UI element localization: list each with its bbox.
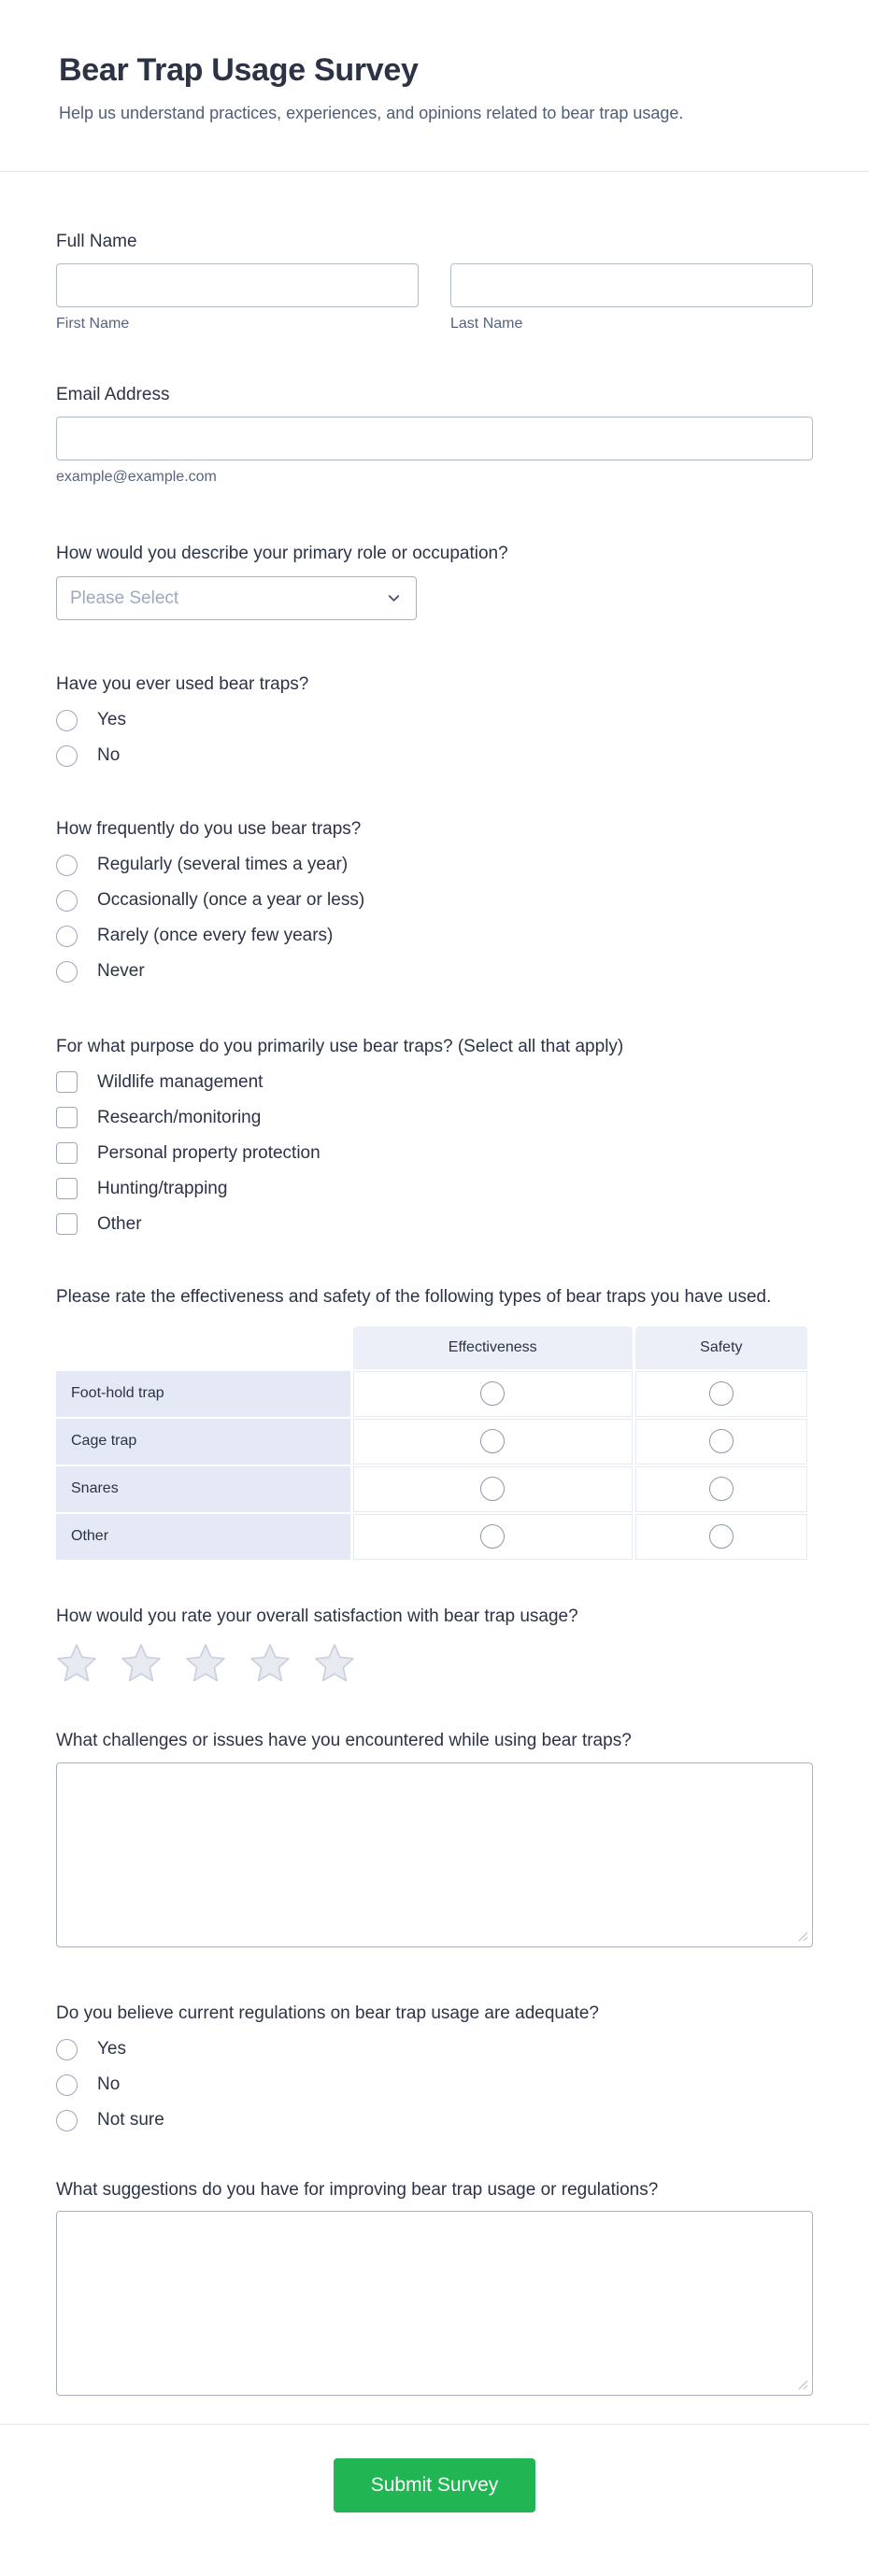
form-body: [0, 230, 869, 2396]
full-name-label: Full Name: [56, 232, 137, 252]
section-matrix: [56, 1285, 813, 1562]
purpose-option-wildlife-label: Wildlife management: [97, 1071, 264, 1092]
matrix-row-other-label: Other: [56, 1514, 350, 1560]
matrix-radio-snares-safety[interactable]: [709, 1477, 734, 1501]
matrix-col-effectiveness: Effectiveness: [353, 1326, 633, 1369]
matrix-row-cage: [56, 1419, 807, 1465]
submit-area: [0, 2425, 869, 2556]
first-name-input[interactable]: [56, 263, 419, 307]
section-purpose: [56, 1035, 813, 1236]
regulations-option-no-label: No: [97, 2074, 121, 2095]
submit-button[interactable]: Submit Survey: [334, 2458, 535, 2512]
section-satisfaction: [56, 1605, 813, 1683]
challenges-textarea[interactable]: [56, 1762, 813, 1947]
matrix-table: [53, 1324, 810, 1562]
matrix-row-snares-label: Snares: [56, 1466, 350, 1512]
radio-used-yes[interactable]: [56, 710, 78, 731]
star-icon-3[interactable]: [185, 1643, 226, 1682]
matrix-radio-foot-hold-effectiveness[interactable]: [480, 1381, 505, 1406]
regulations-option-yes[interactable]: [56, 2039, 813, 2060]
checkbox-purpose-other[interactable]: [56, 1213, 78, 1235]
section-used-traps: [56, 672, 813, 767]
checkbox-purpose-hunting[interactable]: [56, 1178, 78, 1199]
checkbox-purpose-wildlife[interactable]: [56, 1071, 78, 1093]
purpose-option-property[interactable]: [56, 1142, 813, 1164]
used-traps-label: Have you ever used bear traps?: [56, 674, 309, 695]
purpose-option-hunting[interactable]: [56, 1178, 813, 1199]
matrix-radio-other-safety[interactable]: [709, 1524, 734, 1549]
matrix-row-cage-label: Cage trap: [56, 1419, 350, 1465]
radio-regulations-yes[interactable]: [56, 2039, 78, 2060]
purpose-option-property-label: Personal property protection: [97, 1142, 321, 1163]
matrix-col-safety: Safety: [635, 1326, 807, 1369]
matrix-radio-cage-effectiveness[interactable]: [480, 1429, 505, 1453]
purpose-option-hunting-label: Hunting/trapping: [97, 1178, 228, 1198]
matrix-radio-cage-safety[interactable]: [709, 1429, 734, 1453]
role-select[interactable]: [56, 576, 417, 620]
radio-frequency-regularly[interactable]: [56, 855, 78, 876]
regulations-label: Do you believe current regulations on bear trap usage are adequate?: [56, 2003, 599, 2024]
radio-regulations-no[interactable]: [56, 2074, 78, 2096]
last-name-sublabel: Last Name: [450, 315, 523, 332]
role-label: How would you describe your primary role or occupation?: [56, 543, 508, 563]
email-input[interactable]: [56, 417, 813, 460]
purpose-option-wildlife[interactable]: [56, 1071, 813, 1093]
matrix-label: Please rate the effectiveness and safety of the following types of bear traps you have used.: [56, 1287, 772, 1308]
satisfaction-label: How would you rate your overall satisfaction with bear trap usage?: [56, 1606, 578, 1626]
matrix-radio-snares-effectiveness[interactable]: [480, 1477, 505, 1501]
section-full-name: [56, 230, 813, 333]
star-icon-5[interactable]: [314, 1643, 355, 1682]
checkbox-purpose-property[interactable]: [56, 1142, 78, 1164]
last-name-input[interactable]: [450, 263, 813, 307]
matrix-row-snares: [56, 1466, 807, 1512]
frequency-label: How frequently do you use bear traps?: [56, 818, 362, 839]
first-name-sublabel: First Name: [56, 315, 130, 332]
chevron-down-icon: [385, 589, 403, 607]
purpose-label: For what purpose do you primarily use bear traps? (Select all that apply): [56, 1036, 624, 1056]
regulations-option-no[interactable]: [56, 2074, 813, 2096]
frequency-option-regularly-label: Regularly (several times a year): [97, 855, 349, 874]
frequency-option-rarely-label: Rarely (once every few years): [97, 926, 334, 945]
purpose-option-other-label: Other: [97, 1213, 142, 1234]
regulations-option-not-sure-label: Not sure: [97, 2110, 164, 2130]
email-label: Email Address: [56, 384, 170, 404]
radio-frequency-occasionally[interactable]: [56, 890, 78, 912]
star-icon-1[interactable]: [56, 1643, 97, 1682]
star-rating: [56, 1643, 813, 1682]
star-icon-2[interactable]: [121, 1643, 162, 1682]
used-option-yes-label: Yes: [97, 710, 126, 730]
radio-regulations-not-sure[interactable]: [56, 2110, 78, 2131]
suggestions-textarea[interactable]: [56, 2211, 813, 2396]
frequency-option-occasionally-label: Occasionally (once a year or less): [97, 890, 365, 910]
suggestions-label: What suggestions do you have for improving bear trap usage or regulations?: [56, 2179, 659, 2200]
matrix-row-foot-hold: [56, 1371, 807, 1417]
checkbox-purpose-research[interactable]: [56, 1107, 78, 1128]
radio-frequency-rarely[interactable]: [56, 926, 78, 947]
radio-frequency-never[interactable]: [56, 961, 78, 983]
section-challenges: [56, 1729, 813, 1947]
matrix-radio-foot-hold-safety[interactable]: [709, 1381, 734, 1406]
section-role: [56, 542, 813, 621]
frequency-option-regularly[interactable]: [56, 855, 813, 876]
frequency-option-occasionally[interactable]: [56, 890, 813, 912]
used-option-no-label: No: [97, 745, 121, 766]
challenges-label: What challenges or issues have you encountered while using bear traps?: [56, 1731, 632, 1751]
section-frequency: [56, 817, 813, 983]
purpose-option-research[interactable]: [56, 1107, 813, 1128]
section-regulations: [56, 2002, 813, 2131]
matrix-corner-cell: [56, 1326, 350, 1369]
star-icon-4[interactable]: [249, 1643, 291, 1682]
email-sublabel: example@example.com: [56, 468, 217, 485]
page-subtitle: Help us understand practices, experiences, and opinions related to bear trap usage.: [59, 104, 684, 122]
matrix-row-other: [56, 1514, 807, 1560]
regulations-option-not-sure[interactable]: [56, 2110, 813, 2131]
regulations-option-yes-label: Yes: [97, 2039, 126, 2059]
frequency-option-never-label: Never: [97, 961, 145, 981]
matrix-radio-other-effectiveness[interactable]: [480, 1524, 505, 1549]
role-select-value: Please Select: [70, 587, 179, 608]
section-email: [56, 383, 813, 486]
form-header: [0, 0, 869, 172]
radio-used-no[interactable]: [56, 745, 78, 767]
used-option-no[interactable]: [56, 745, 813, 767]
used-option-yes[interactable]: [56, 710, 813, 731]
frequency-option-never[interactable]: [56, 961, 813, 983]
section-suggestions: [56, 2178, 813, 2397]
purpose-option-research-label: Research/monitoring: [97, 1107, 262, 1127]
purpose-option-other[interactable]: [56, 1213, 813, 1235]
frequency-option-rarely[interactable]: [56, 926, 813, 947]
matrix-row-foot-hold-label: Foot-hold trap: [56, 1371, 350, 1417]
page-title: Bear Trap Usage Survey: [59, 52, 419, 88]
